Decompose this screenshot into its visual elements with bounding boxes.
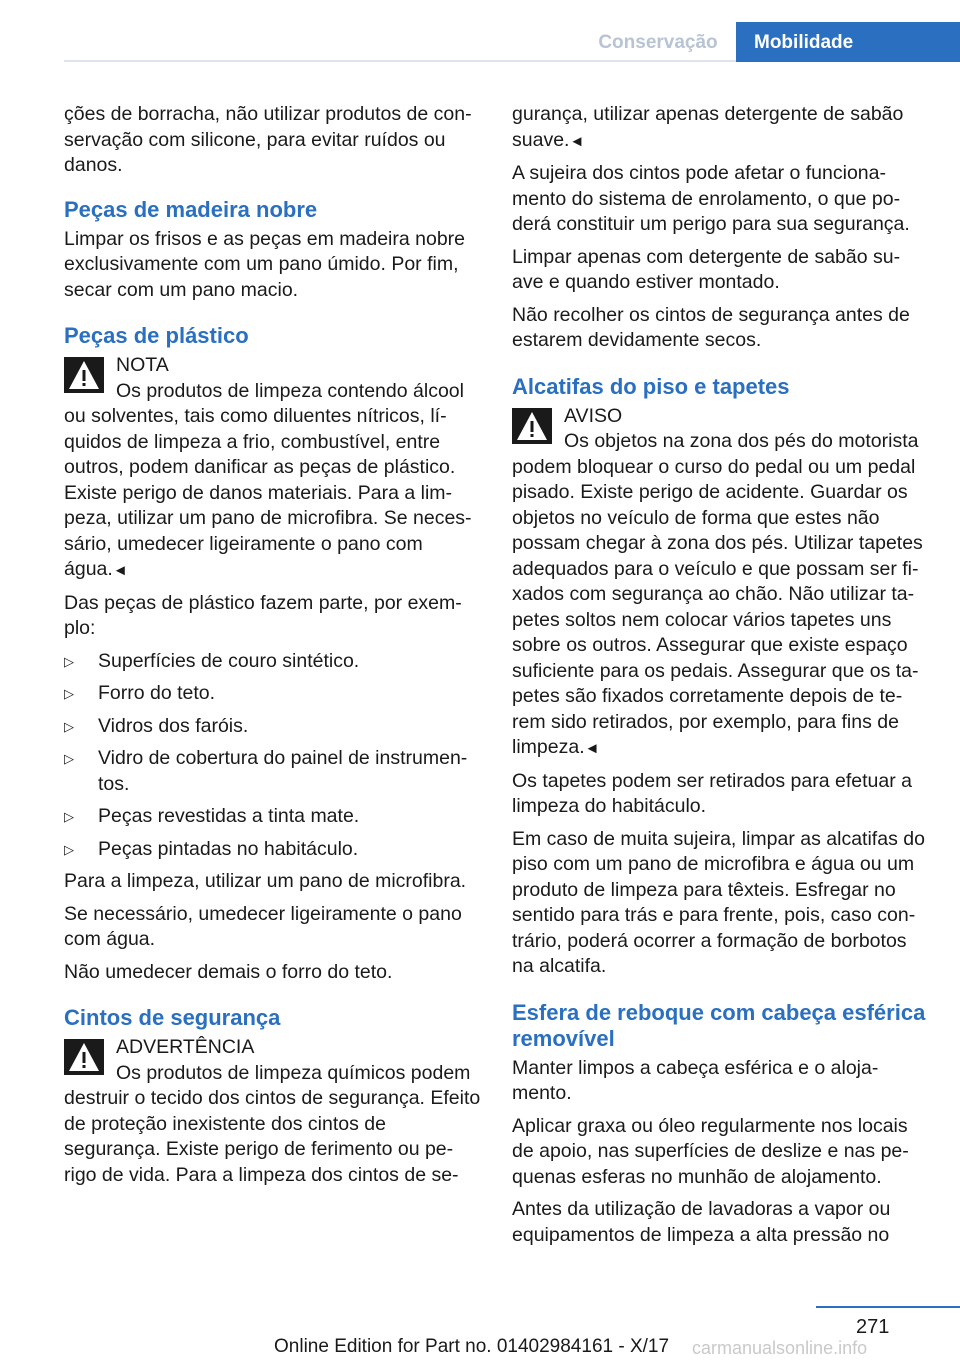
bullet-triangle-icon: ▷: [64, 751, 74, 766]
plastic-paragraph-1: Para a limpeza, utilizar um pano de microfibra.: [64, 870, 467, 892]
plastic-paragraph-3: Não umedecer demais o forro do teto.: [64, 960, 393, 983]
section-heading-wood: Peças de madeira nobre: [64, 196, 318, 222]
warning-text: Os produtos de limpeza químicos podem destruir o tecido dos cintos de segurança. Efeito de proteção inexistente dos cintos de segurança. Existe perigo de ferimento ou pe-rigo de vida. Para a limpeza dos cintos de se-: [64, 1061, 481, 1186]
end-mark: ◄: [112, 562, 128, 579]
warning-triangle-icon: [64, 1039, 104, 1075]
carpet-paragraph-2: Em caso de muita sujeira, limpar as alcatifas do piso com um pano de microfibra e água ou um produto de limpeza para têxteis. Esfregar no sentido para trás e para frente, pois, caso con-trário, poderá ocorrer a formação de borbotos na alcatifa.: [512, 827, 925, 977]
bullet-triangle-icon: ▷: [64, 841, 74, 857]
list-item: ▷ Peças pintadas no habitáculo.: [64, 837, 482, 863]
wood-paragraph: Limpar os frisos e as peças em madeira nobre exclusivamente com um pano úmido. Por fim, secar com um pano macio.: [64, 227, 466, 301]
right-column: [512, 102, 930, 1255]
belts-paragraph-2: Limpar apenas com detergente de sabão su-ave e quando estiver montado.: [512, 245, 901, 293]
bullet-triangle-icon: ▷: [64, 686, 74, 701]
bullet-triangle-icon: ▷: [64, 718, 74, 734]
end-mark: ◄: [569, 132, 585, 150]
warning-title: ADVERTÊNCIA: [116, 1036, 255, 1058]
carpet-paragraph-1: Os tapetes podem ser retirados para efetuar a limpeza do habitáculo.: [512, 769, 912, 817]
page-number: 271: [856, 1316, 890, 1338]
plastic-parts-list: [64, 649, 482, 863]
tow-ball-paragraph-1: Manter limpos a cabeça esférica e o aloja-mento.: [512, 1056, 879, 1104]
tab-conservacao[interactable]: Conservação: [598, 32, 718, 53]
warning-block-belts: [64, 1035, 482, 1188]
warning-text: Os produtos de limpeza contendo álcool ou solventes, tais como diluentes nítricos, lí-quidos de limpeza a frio, combustível, entre outros, podem danificar as peças de plástico. Existe perigo de danos materiais. Para a lim-peza, utilizar um pano de microfibra. Se neces-sário, umedecer ligeiramente o pano com água.: [64, 379, 472, 580]
plastic-paragraph-2: Se necessário, umedecer ligeiramente o pano com água.: [64, 902, 462, 950]
list-item: ▷ Vidros dos faróis.: [64, 714, 482, 740]
belts-paragraph-1: A sujeira dos cintos pode afetar o funciona-mento do sistema de enrolamento, o que po-derá constituir um perigo para sua segurança.: [512, 162, 910, 235]
end-mark: ◄: [584, 740, 600, 757]
tab-mobilidade[interactable]: Mobilidade: [736, 22, 960, 62]
bullet-triangle-icon: ▷: [64, 653, 74, 669]
section-heading-belts: Cintos de segurança: [64, 1005, 281, 1030]
watermark: carmanualsonline.info: [692, 1338, 868, 1358]
warning-block-plastic: [64, 353, 482, 584]
warning-title: NOTA: [116, 354, 169, 376]
section-heading-tow-ball: Esfera de reboque com cabeça esférica removível: [512, 999, 926, 1051]
tow-ball-paragraph-3: Antes da utilização de lavadoras a vapor ou equipamentos de limpeza a alta pressão no: [512, 1198, 891, 1246]
belts-continuation: gurança, utilizar apenas detergente de sabão suave.◄: [512, 103, 904, 151]
warning-triangle-icon: [64, 357, 104, 393]
plastic-parts-intro: Das peças de plástico fazem parte, por exem-plo:: [64, 591, 462, 639]
section-heading-carpets: Alcatifas do piso e tapetes: [512, 373, 790, 399]
tow-ball-paragraph-2: Aplicar graxa ou óleo regularmente nos locais de apoio, nas superfícies de deslize e nas pe-quenas esferas no munhão de alojamento.: [512, 1114, 909, 1188]
intro-paragraph: ções de borracha, não utilizar produtos de con-servação com silicone, para evitar ruídos ou danos.: [64, 103, 472, 176]
list-item: ▷ Vidro de cobertura do painel de instrumen-tos.: [64, 747, 468, 795]
list-item: ▷ Forro do teto.: [64, 681, 482, 707]
list-item: ▷ Superfícies de couro sintético.: [64, 649, 482, 675]
warning-text: Os objetos na zona dos pés do motorista podem bloquear o curso do pedal ou um pedal pisado. Existe perigo de acidente. Guardar os objetos no veículo de forma que estes não possam chegar à zona dos pés. Utilizar tapetes adequados para o veículo e que possam ser fi-xados com segurança ao chão. Não utilizar ta-petes soltos nem colocar vários tapetes uns sobre os outros. Assegurar que existe espaço suficiente para os pedais. Assegurar que os ta-petes são fixados corretamente depois de te-rem sido retirados, por exemplo, para fins de limpeza.: [512, 430, 923, 758]
warning-triangle-icon: [512, 408, 552, 444]
warning-block-carpets: [512, 404, 930, 762]
belts-paragraph-3: Não recolher os cintos de segurança antes de estarem devidamente secos.: [512, 303, 910, 351]
left-column: [64, 102, 482, 1195]
footer-edition: Online Edition for Part no. 01402984161 - X/17: [274, 1336, 670, 1357]
bullet-triangle-icon: ▷: [64, 809, 74, 824]
page-number-rule: [816, 1306, 960, 1308]
list-item: ▷ Peças revestidas a tinta mate.: [64, 804, 482, 830]
warning-title: AVISO: [564, 404, 623, 427]
section-heading-plastic: Peças de plástico: [64, 323, 249, 348]
